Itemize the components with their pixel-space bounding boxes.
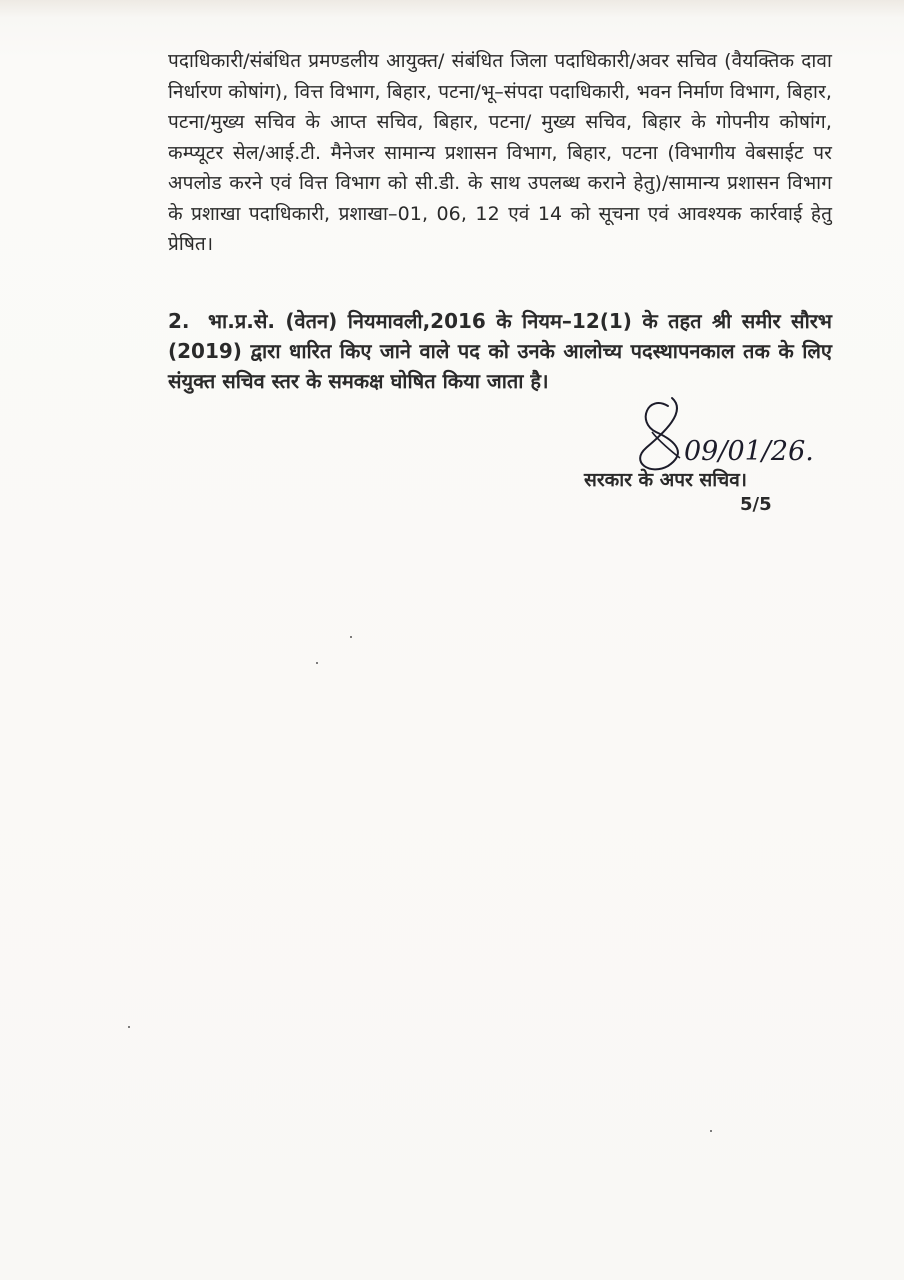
distribution-paragraph: पदाधिकारी/संबंधित प्रमण्डलीय आयुक्त/ संबंधित जिला पदाधिकारी/अवर सचिव (वैयक्तिक दावा निर्धारण कोषांग), वित्त विभाग, बिहार, पटना/भू–संपदा पदाधिकारी, भवन निर्माण विभाग, बिहार, पटना/मुख्य सचिव के आप्त सचिव, बिहार, पटना/ मुख्य सचिव, बिहार के गोपनीय कोषांग, कम्प्यूटर सेल/आई.टी. मैनेजर सामान्य प्रशासन विभाग, बिहार, पटना (विभागीय वेबसाईट पर अपलोड करने एवं वित्त विभाग को सी.डी. के साथ उपलब्ध कराने हेतु)/सामान्य प्रशासन विभाग के प्रशाखा पदाधिकारी, प्रशाखा–01, 06, 12 एवं 14 को सूचना एवं आवश्यक कार्रवाई हेतु प्रेषित। [168,50,832,255]
scan-speck [350,636,352,638]
scan-speck [316,662,318,664]
page-number: 5/5 [740,494,772,515]
declaration-text: भा.प्र.से. (वेतन) नियमावली,2016 के नियम–12(1) के तहत श्री समीर सौरभ (2019) द्वारा धारित किए जाने वाले पद को उनके आलोच्य पदस्थापनकाल तक के लिए संयुक्त सचिव स्तर के समकक्ष घोषित किया जाता है। [168,309,832,393]
designation: सरकार के अपर सचिव। [584,469,748,491]
scan-speck [128,1026,130,1028]
scan-speck [710,1130,712,1132]
signature-date: 09/01/26. [684,436,814,467]
declaration-paragraph [168,306,832,396]
paragraph-number: 2. [168,309,190,333]
